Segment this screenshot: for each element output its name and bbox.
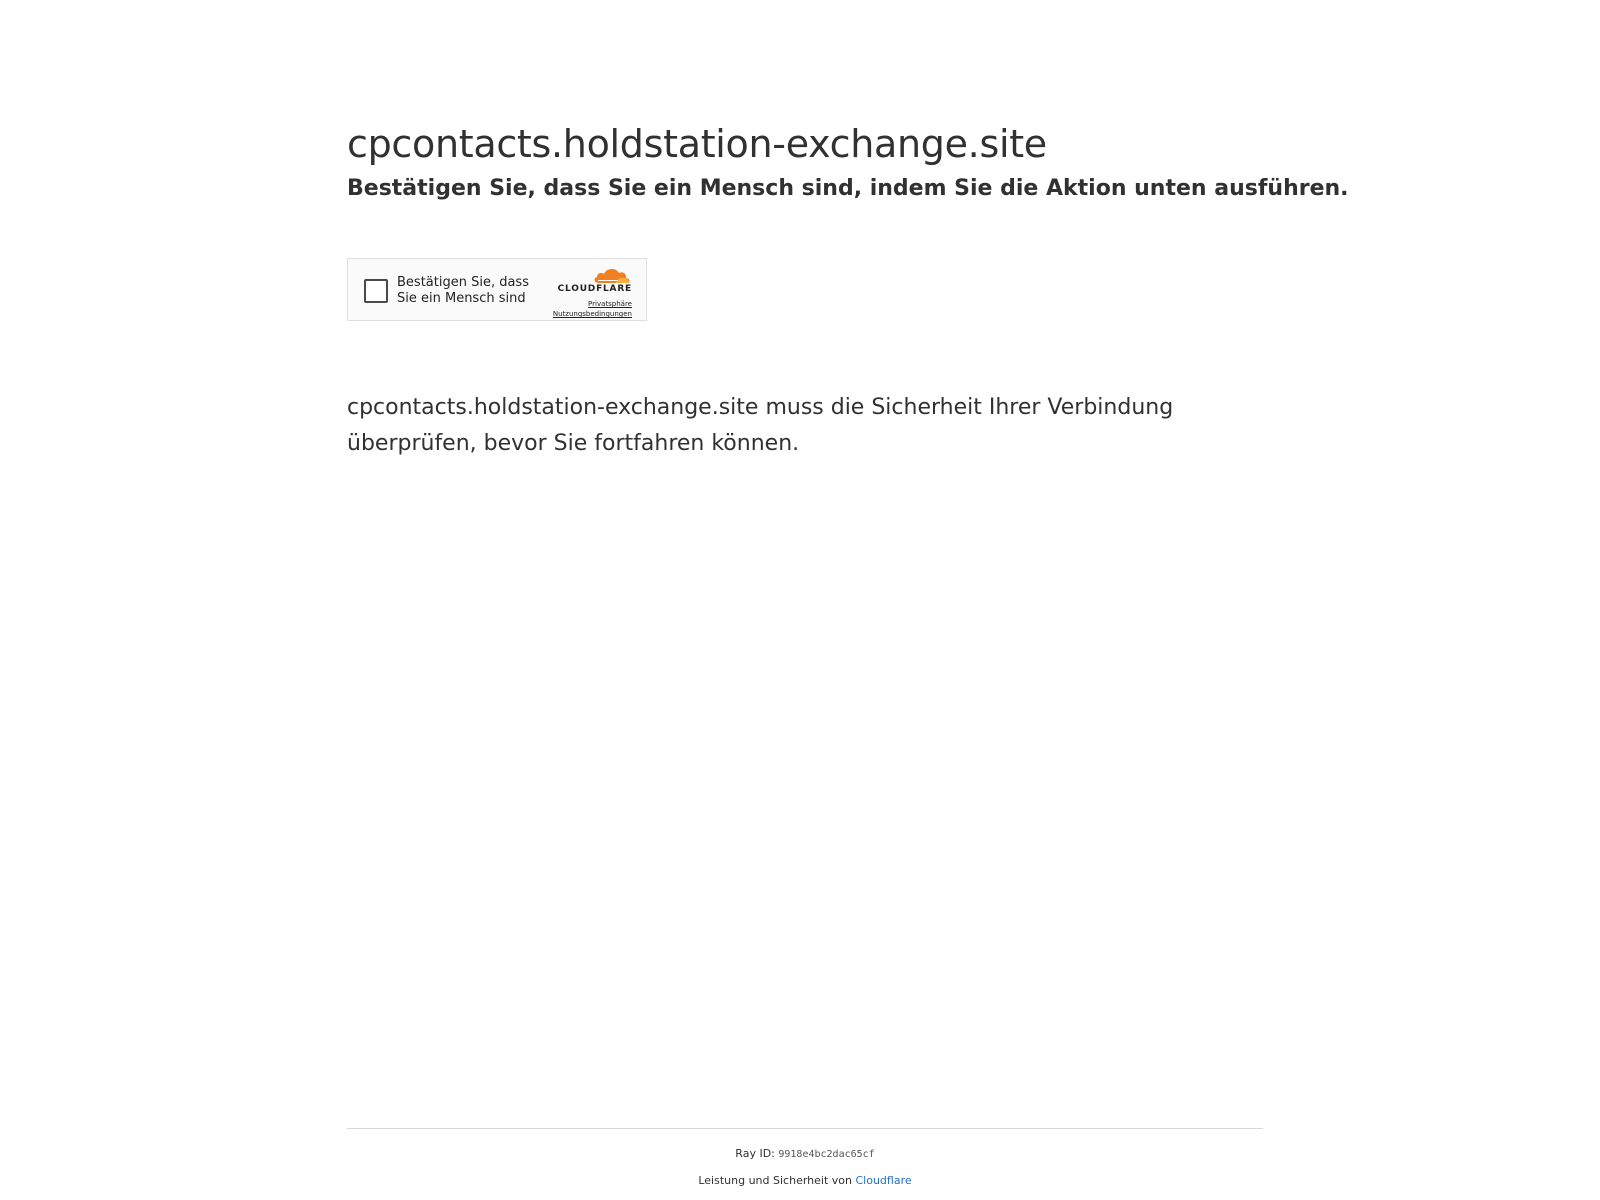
- cloudflare-cloud-icon: [592, 265, 632, 285]
- performance-text: Leistung und Sicherheit von: [698, 1174, 852, 1187]
- privacy-link[interactable]: Privatsphäre: [588, 300, 632, 308]
- ray-id-label: Ray ID:: [735, 1147, 775, 1160]
- cloudflare-wordmark: CLOUDFLARE: [557, 284, 632, 294]
- terms-link[interactable]: Nutzungsbedingungen: [552, 310, 632, 318]
- cloudflare-footer-link[interactable]: Cloudflare: [855, 1174, 912, 1187]
- human-verification-checkbox[interactable]: [364, 279, 388, 303]
- turnstile-widget: [347, 258, 647, 321]
- site-title: cpcontacts.holdstation-exchange.site: [347, 122, 1047, 166]
- challenge-instruction: Bestätigen Sie, dass Sie ein Mensch sind, indem Sie die Aktion unten ausführen.: [347, 176, 1349, 202]
- ray-id-line: [347, 1147, 1263, 1162]
- main-content: [347, 120, 1349, 456]
- checkbox-label: Bestätigen Sie, dass Sie ein Mensch sind: [397, 275, 529, 306]
- performance-line: [347, 1174, 1263, 1188]
- security-check-explanation: cpcontacts.holdstation-exchange.site muss die Sicherheit Ihrer Verbindung überprüfen, bevor Sie fortfahren können.: [347, 395, 1174, 456]
- ray-id-value: 9918e4bc2dac65cf: [778, 1149, 875, 1160]
- footer: [347, 1128, 1263, 1188]
- cloudflare-branding: [542, 265, 632, 317]
